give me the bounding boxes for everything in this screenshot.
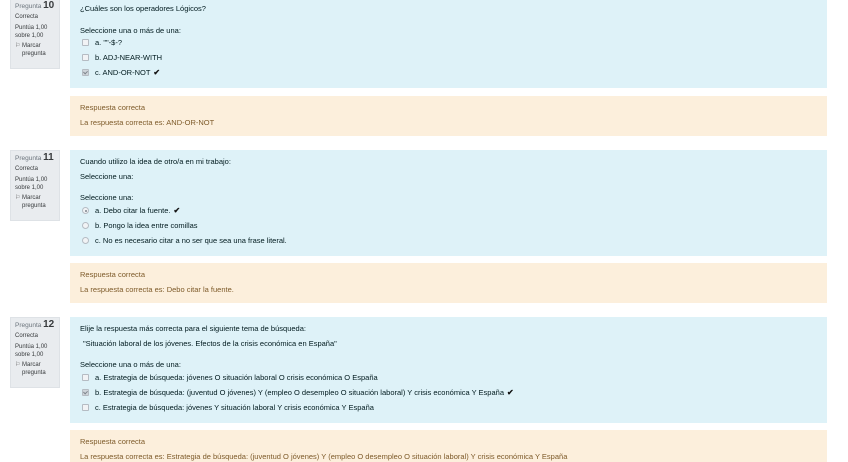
answer-option[interactable] xyxy=(82,403,374,412)
question-formulation-10 xyxy=(70,0,827,88)
answer-prompt: Seleccione una o más de una: xyxy=(80,26,181,35)
question-grade: Puntúa 1,00 sobre 1,00 xyxy=(15,344,48,358)
feedback-title: Respuesta correcta xyxy=(80,270,146,279)
option-label: a. Debo citar la fuente. xyxy=(95,206,171,215)
correct-check-icon: ✔ xyxy=(153,68,161,77)
question-info-11 xyxy=(10,150,60,221)
checkbox[interactable] xyxy=(82,39,89,46)
answer-option[interactable] xyxy=(82,68,160,77)
option-label: c. Estrategia de búsqueda: jóvenes Y situación laboral Y crisis económica Y España xyxy=(95,403,374,412)
flag-icon: ⚐ xyxy=(15,43,21,49)
question-formulation-12 xyxy=(70,317,827,423)
flag-question-link[interactable] xyxy=(15,194,55,210)
option-label: b. Estrategia de búsqueda: (juventud O jóvenes) Y (empleo O desempleo O situación laboral) Y crisis económica Y España xyxy=(95,388,504,397)
correct-check-icon: ✔ xyxy=(173,206,181,215)
feedback-title: Respuesta correcta xyxy=(80,437,146,446)
answer-option[interactable] xyxy=(82,373,378,382)
question-label: Pregunta xyxy=(15,322,42,329)
option-label: c. No es necesario citar a no ser que sea una frase literal. xyxy=(95,236,287,245)
option-label: b. Pongo la idea entre comillas xyxy=(95,221,198,230)
checkbox[interactable] xyxy=(82,374,89,381)
question-text: ¿Cuáles son los operadores Lógicos? xyxy=(80,4,206,13)
option-label: a. ""-$-? xyxy=(95,38,123,47)
option-label: a. Estrategia de búsqueda: jóvenes O situación laboral O crisis económica O España xyxy=(95,373,378,382)
flag-icon: ⚐ xyxy=(15,195,21,201)
option-label: b. ADJ-NEAR-WITH xyxy=(95,53,163,62)
answer-option[interactable] xyxy=(82,53,162,62)
checkbox[interactable] xyxy=(82,69,89,76)
flag-question-link[interactable] xyxy=(15,42,55,58)
option-label: c. AND-OR-NOT xyxy=(95,68,151,77)
question-state: Correcta xyxy=(15,14,39,20)
question-formulation-11 xyxy=(70,150,827,256)
question-info-12 xyxy=(10,317,60,388)
correct-check-icon: ✔ xyxy=(507,388,514,397)
answer-option[interactable] xyxy=(82,221,198,230)
question-number: 10 xyxy=(43,0,55,11)
checkbox[interactable] xyxy=(82,404,89,411)
question-state: Correcta xyxy=(15,166,39,172)
flag-label: Marcar pregunta xyxy=(22,362,46,376)
flag-question-link[interactable] xyxy=(15,361,55,377)
question-subtext: Seleccione una: xyxy=(80,172,134,181)
answer-option[interactable] xyxy=(82,38,122,47)
question-subtext: "Situación laboral de los jóvenes. Efectos de la crisis económica en España" xyxy=(83,339,337,348)
question-text: Elije la respuesta más correcta para el siguiente tema de búsqueda: xyxy=(80,324,306,333)
question-info-10 xyxy=(10,0,60,69)
answer-prompt: Seleccione una o más de una: xyxy=(80,360,181,369)
feedback-answer: La respuesta correcta es: Debo citar la fuente. xyxy=(80,285,234,294)
question-label: Pregunta xyxy=(15,155,42,162)
feedback-answer: La respuesta correcta es: Estrategia de búsqueda: (juventud O jóvenes) Y (empleo O desempleo O situación laboral) Y crisis económica Y España xyxy=(80,452,568,461)
question-grade: Puntúa 1,00 sobre 1,00 xyxy=(15,25,48,39)
flag-icon: ⚐ xyxy=(15,362,21,368)
feedback-answer: La respuesta correcta es: AND-OR-NOT xyxy=(80,118,215,127)
question-number: 12 xyxy=(43,319,55,330)
flag-label: Marcar pregunta xyxy=(22,43,46,57)
question-feedback-11 xyxy=(70,263,827,303)
question-text: Cuando utilizo la idea de otro/a en mi trabajo: xyxy=(80,157,231,166)
checkbox[interactable] xyxy=(82,54,89,61)
question-grade: Puntúa 1,00 sobre 1,00 xyxy=(15,177,48,191)
question-feedback-10 xyxy=(70,96,827,136)
answer-prompt: Seleccione una: xyxy=(80,193,134,202)
radio-button[interactable] xyxy=(82,207,89,214)
answer-option[interactable] xyxy=(82,236,287,245)
answer-option[interactable] xyxy=(82,206,180,215)
flag-label: Marcar pregunta xyxy=(22,195,46,209)
question-label: Pregunta xyxy=(15,3,42,10)
checkbox[interactable] xyxy=(82,389,89,396)
answer-option[interactable] xyxy=(82,388,514,397)
radio-button[interactable] xyxy=(82,222,89,229)
feedback-title: Respuesta correcta xyxy=(80,103,146,112)
question-state: Correcta xyxy=(15,333,39,339)
question-number: 11 xyxy=(43,152,54,163)
radio-button[interactable] xyxy=(82,237,89,244)
question-feedback-12 xyxy=(70,430,827,462)
